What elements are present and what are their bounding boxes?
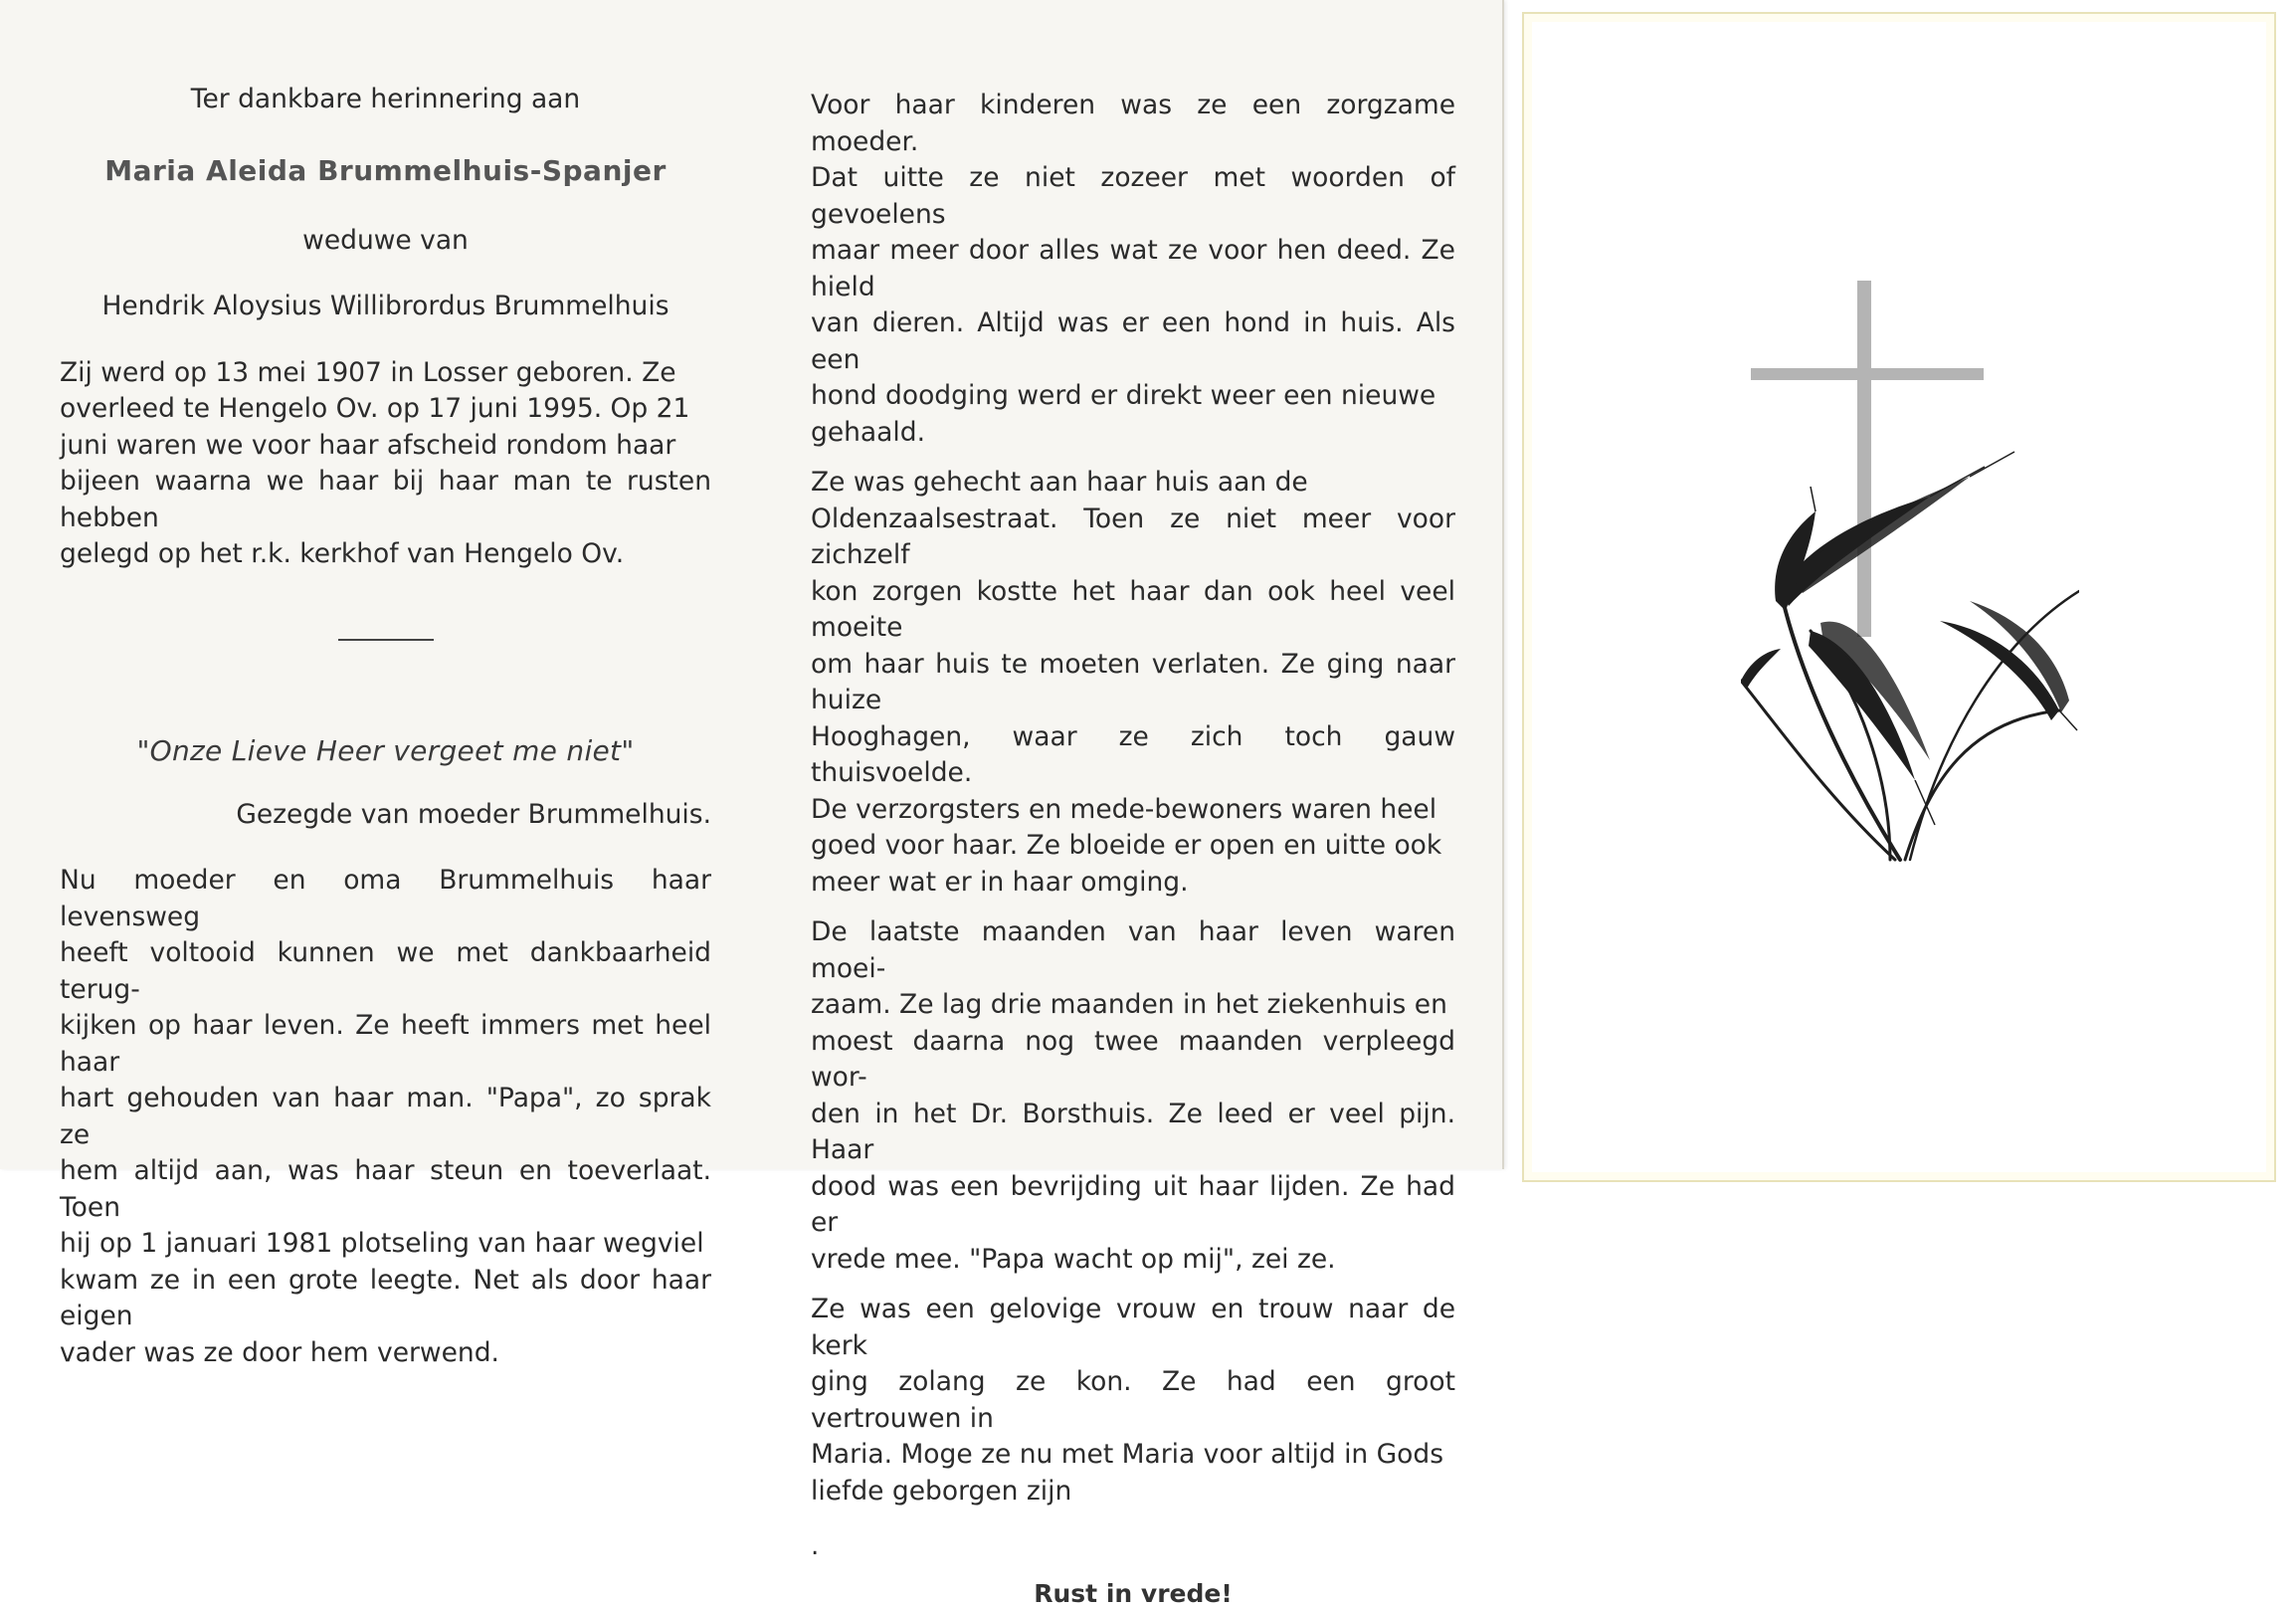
paragraph-line: De laatste maanden van haar leven waren moei- xyxy=(811,916,1455,984)
intro-line: Ter dankbare herinnering aan xyxy=(190,84,581,114)
paragraph-line: Oldenzaalsestraat. Toen ze niet meer voor zichzelf xyxy=(811,502,1455,570)
paragraph-line: maar meer door alles wat ze voor hen deed. Ze hield xyxy=(811,235,1455,302)
paragraph-children xyxy=(811,88,1455,451)
paragraph-line: moest daarna nog twee maanden verpleegd wor- xyxy=(811,1025,1455,1093)
paragraph-line: vader was ze door hem verwend. xyxy=(60,1336,499,1368)
paragraph-line: Ze was gehecht aan haar huis aan de xyxy=(811,467,1308,498)
paragraph-home xyxy=(811,465,1455,901)
cross-with-wheat-icon xyxy=(1741,263,2079,870)
paragraph-line: kon zorgen kostte het haar dan ook heel veel moeite xyxy=(811,575,1455,643)
paragraph-faith xyxy=(811,1292,1455,1509)
paragraph-line: liefde geborgen zijn xyxy=(811,1475,1072,1507)
paragraph-line: Hooghagen, waar ze zich toch gauw thuisvoelde. xyxy=(811,720,1455,788)
life-paragraph xyxy=(60,863,711,1371)
paragraph-line: Nu moeder en oma Brummelhuis haar levensweg xyxy=(60,865,711,932)
paragraph-line: vrede mee. "Papa wacht op mij", zei ze. xyxy=(811,1243,1336,1275)
prayer-card-back xyxy=(1522,12,2276,1182)
bio-line: juni waren we voor haar afscheid rondom haar xyxy=(60,429,676,461)
paragraph-line: Voor haar kinderen was ze een zorgzame moeder. xyxy=(811,90,1455,157)
paragraph-line: van dieren. Altijd was er een hond in huis. Als een xyxy=(811,307,1455,375)
paragraph-line: hond doodging werd er direkt weer een nieuwe xyxy=(811,380,1436,411)
dot-mark: . xyxy=(811,1531,820,1561)
closing-line: Rust in vrede! xyxy=(1034,1579,1233,1608)
paragraph-last-months xyxy=(811,914,1455,1278)
paragraph-line: zaam. Ze lag drie maanden in het ziekenhuis en xyxy=(811,989,1447,1020)
left-page xyxy=(60,70,711,1371)
quote: "Onze Lieve Heer vergeet me niet" xyxy=(136,733,635,767)
paragraph-line: om haar huis te moeten verlaten. Ze ging naar huize xyxy=(811,648,1455,715)
paragraph-line: heeft voltooid kunnen we met dankbaarheid terug- xyxy=(60,937,711,1005)
paragraph-line: Dat uitte ze niet zozeer met woorden of gevoelens xyxy=(811,162,1455,230)
paragraph-line: hart gehouden van haar man. "Papa", zo sprak ze xyxy=(60,1083,711,1150)
paragraph-line: den in het Dr. Borsthuis. Ze leed er veel pijn. Haar xyxy=(811,1098,1455,1165)
paragraph-line: dood was een bevrijding uit haar lijden. Ze had er xyxy=(811,1170,1455,1238)
paragraph-line: Ze was een gelovige vrouw en trouw naar de kerk xyxy=(811,1294,1455,1361)
paragraph-line: ging zolang ze kon. Ze had een groot vertrouwen in xyxy=(811,1366,1455,1434)
paragraph-line: meer wat er in haar omging. xyxy=(811,866,1189,898)
paragraph-line: hem altijd aan, was haar steun en toeverlaat. Toen xyxy=(60,1155,711,1223)
quote-source: Gezegde van moeder Brummelhuis. xyxy=(236,798,711,830)
paragraph-line: gehaald. xyxy=(811,416,926,448)
paragraph-line: goed voor haar. Ze bloeide er open en uitte ook xyxy=(811,830,1442,861)
paragraph-line: De verzorgsters en mede-bewoners waren heel xyxy=(811,793,1437,825)
bio-line: Zij werd op 13 mei 1907 in Losser geboren. Ze xyxy=(60,356,676,388)
deceased-name: Maria Aleida Brummelhuis-Spanjer xyxy=(104,153,667,187)
bio-line: overleed te Hengelo Ov. op 17 juni 1995. Op 21 xyxy=(60,393,690,424)
biography-paragraph xyxy=(60,355,711,573)
paragraph-line: hij op 1 januari 1981 plotseling van haar wegviel xyxy=(60,1228,704,1259)
paragraph-line: kijken op haar leven. Ze heeft immers met heel haar xyxy=(60,1010,711,1078)
husband-name: Hendrik Aloysius Willibrordus Brummelhuis xyxy=(101,291,670,321)
bio-line: gelegd op het r.k. kerkhof van Hengelo Ov. xyxy=(60,538,625,569)
paragraph-line: kwam ze in een grote leegte. Net als door haar eigen xyxy=(60,1264,711,1331)
divider-line xyxy=(338,639,434,641)
bio-line: bijeen waarna we haar bij haar man te rusten hebben xyxy=(60,466,711,533)
middle-page xyxy=(811,88,1455,1608)
widow-of-line: weduwe van xyxy=(302,224,469,256)
paragraph-line: Maria. Moge ze nu met Maria voor altijd in Gods xyxy=(811,1439,1444,1470)
